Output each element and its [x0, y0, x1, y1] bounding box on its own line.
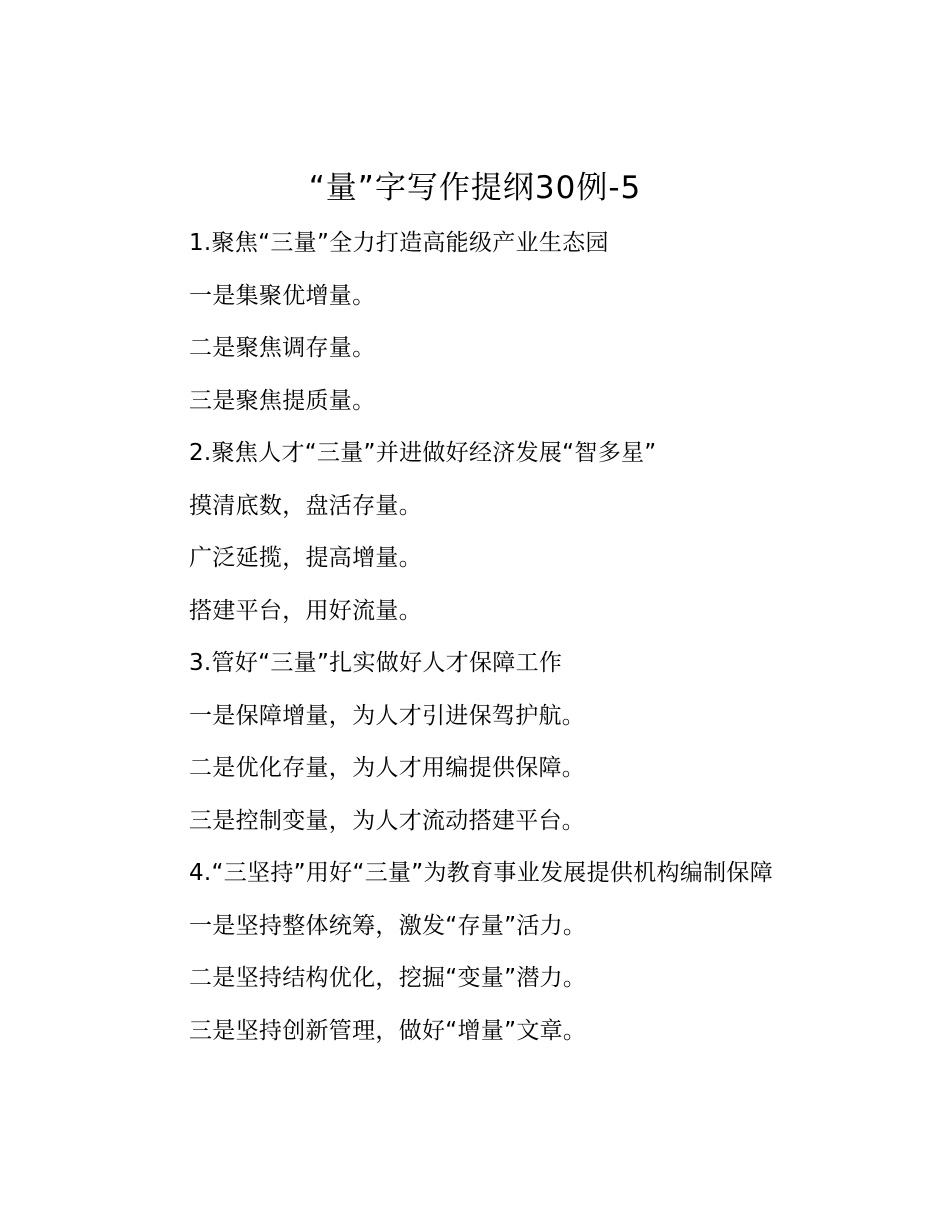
- paragraph: 二是坚持结构优化，挖掘“变量”潜力。: [189, 965, 587, 991]
- document-title: “量”字写作提纲30例-5: [308, 170, 642, 206]
- paragraph: 一是坚持整体统筹，激发“存量”活力。: [189, 912, 587, 939]
- paragraph: 广泛延揽，提高增量。: [189, 545, 422, 571]
- paragraph-heading-2: 2.聚焦人才“三量”并进做好经济发展“智多星”: [189, 440, 657, 466]
- document-body: [141, 225, 813, 1065]
- paragraph-heading-4: 4.“三坚持”用好“三量”为教育事业发展提供机构编制保障: [189, 860, 774, 886]
- paragraph: 三是聚焦提质量。: [189, 387, 376, 414]
- paragraph: 一是保障增量，为人才引进保驾护航。: [189, 702, 586, 729]
- paragraph: 二是优化存量，为人才用编提供保障。: [189, 755, 586, 781]
- paragraph: 三是坚持创新管理，做好“增量”文章。: [189, 1017, 587, 1044]
- paragraph-heading-1: 1.聚焦“三量”全力打造高能级产业生态园: [189, 230, 609, 256]
- paragraph-heading-3: 3.管好“三量”扎实做好人才保障工作: [189, 650, 563, 676]
- paragraph: 三是控制变量，为人才流动搭建平台。: [189, 807, 586, 834]
- paragraph: 一是集聚优增量。: [189, 282, 376, 309]
- paragraph: 二是聚焦调存量。: [189, 335, 376, 361]
- paragraph: 摸清底数，盘活存量。: [189, 492, 422, 519]
- paragraph: 搭建平台，用好流量。: [189, 597, 422, 624]
